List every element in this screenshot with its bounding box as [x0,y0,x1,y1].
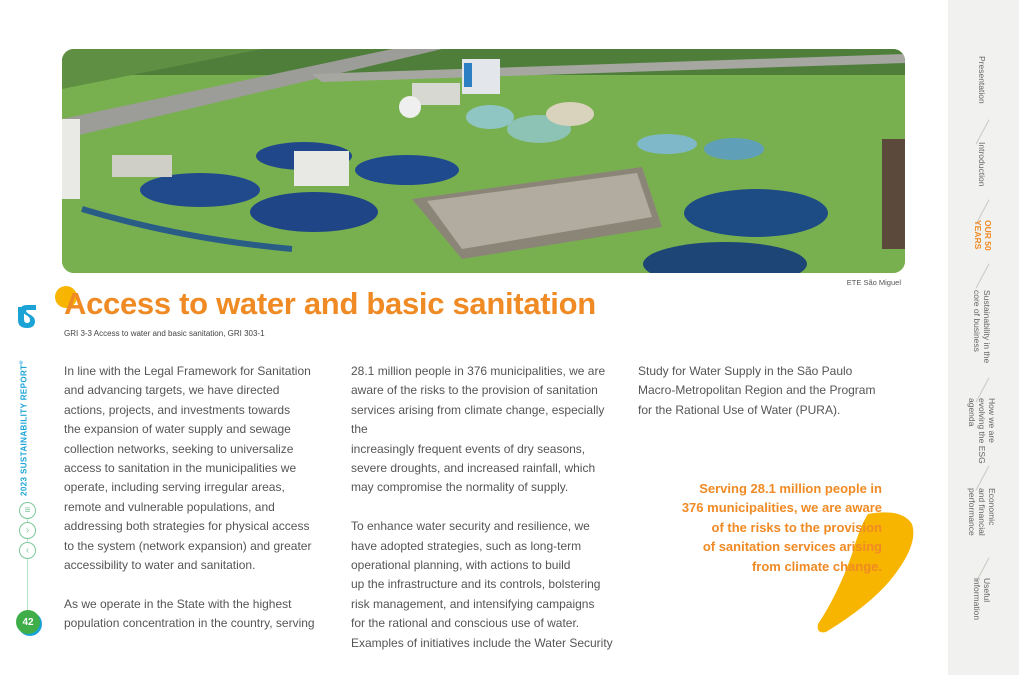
page-title: Access to water and basic sanitation [64,286,596,321]
report-label: 2023 SUSTAINABILITY REPORT® [18,358,29,496]
paragraph: In line with the Legal Framework for Sanitation and advancing targets, we have directed actions, projects, and investments towards the expansion of water supply and sewage collection networks, seeking to universalize access to sanitation in the municipalities we operate, including serving irregular areas, remote and vulnerable populations, and addressing both strategies for physical access to the system (network expansion) and greater accessibility to water and sanitation. [64,364,312,573]
pull-quote: Serving 28.1 million people in 376 municipalities, we are aware of the risks to the provision of sanitation services arising from climate change. [681,481,882,574]
nav-economic-performance[interactable]: Economic and financial performance [967,488,997,536]
nav-presentation[interactable]: Presentation [977,56,987,104]
nav-esg-agenda[interactable]: How we are evolving the ESG agenda [967,398,997,464]
treatment-plant-illustration [62,49,905,273]
text-column-3 [638,362,908,420]
paragraph: Study for Water Supply in the São Paulo Macro-Metropolitan Region and the Program for the Rational Use of Water (PURA). [638,364,876,417]
sabesp-logo-icon [14,304,40,330]
nav-line [27,502,28,620]
nav-our-50-years[interactable]: OUR 50 YEARS [973,220,993,251]
menu-icon[interactable]: ≡ [19,502,36,519]
nav-separator [975,263,989,288]
text-column-2 [351,362,621,653]
nav-separator [975,119,989,144]
chevron-right-icon[interactable]: › [19,522,36,539]
nav-introduction[interactable]: Introduction [977,142,987,187]
paragraph: As we operate in the State with the highest population concentration in the country, serving [64,596,315,631]
nav-separator [975,465,989,490]
text-column-1 [64,362,334,634]
page-number: 42 [16,610,40,634]
hero-photo [62,49,905,273]
paragraph: To enhance water security and resilience, we have adopted strategies, such as long-term operational planning, with actions to build up the infrastructure and its controls, bolstering risk management, and intensifying campaigns for the rational and conscious use of water. Examples of initiatives include the Water Security [351,519,613,650]
left-rail [0,290,56,650]
paragraph: 28.1 million people in 376 municipalities, we are aware of the risks to the provision of sanitation services arising from climate change, especially the increasingly frequent events of dry seasons, severe droughts, and increased rainfall, which may compromise the normality of supply. [351,364,606,495]
right-section-nav [948,0,1019,675]
chevron-left-icon[interactable]: ‹ [19,542,36,559]
nav-sustainability-core[interactable]: Sustainability in the core of business [972,290,992,364]
photo-caption: ETE São Miguel [846,278,901,287]
gri-reference: GRI 3-3 Access to water and basic sanitation, GRI 303-1 [64,329,265,338]
nav-useful-information[interactable]: Useful information [972,578,992,621]
